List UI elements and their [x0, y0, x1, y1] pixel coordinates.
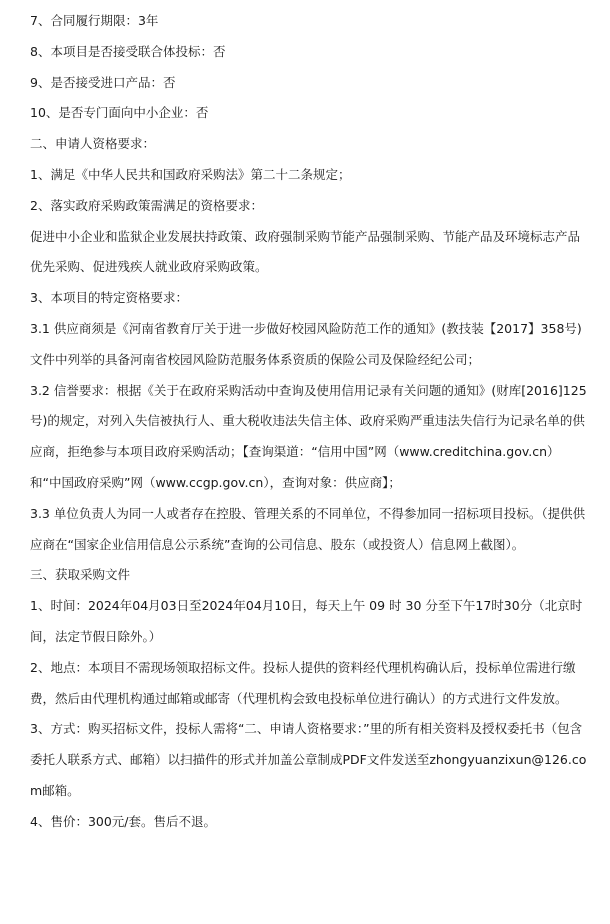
paragraph-requirement-3-3: 3.3 单位负责人为同一人或者存在控股、管理关系的不同单位，不得参加同一招标项目投标。（提供供应商在“国家企业信用信息公示系统”查询的公司信息、股东（或投资人）信息网上截图）。: [30, 505, 586, 552]
paragraph-procurement-law: 1、满足《中华人民共和国政府采购法》第二十二条规定；: [30, 166, 351, 182]
section-heading-obtain-documents: 三、获取采购文件: [30, 567, 131, 583]
paragraph-contract-period: 7、合同履行期限：3年: [30, 13, 159, 28]
document-body: [30, 6, 590, 838]
section-heading-qualifications: 二、申请人资格要求：: [30, 136, 156, 152]
paragraph-specific-requirements: 3、本项目的特定资格要求：: [30, 290, 188, 306]
paragraph-policy-requirements: 2、落实政府采购政策需满足的资格要求：: [30, 197, 263, 213]
paragraph-policy-detail: 促进中小企业和监狱企业发展扶持政策、政府强制采购节能产品强制采购、节能产品及环境标志产品优先采购、促进残疾人就业政府采购政策。: [30, 228, 581, 275]
paragraph-location: 2、地点：本项目不需现场领取招标文件。投标人提供的资料经代理机构确认后，投标单位需进行缴费，然后由代理机构通过邮箱或邮寄（代理机构会致电投标单位进行确认）的方式进行文件发放。: [30, 659, 576, 706]
paragraph-method: 3、方式：购买招标文件，投标人需将“二、申请人资格要求：”里的所有相关资料及授权委托书（包含委托人联系方式、邮箱）以扫描件的形式并加盖公章制成PDF文件发送至zhongyuanzixun@126.com邮箱。: [30, 721, 587, 798]
paragraph-price: 4、售价：300元/套。售后不退。: [30, 813, 217, 829]
paragraph-imported-products: 9、是否接受进口产品：否: [30, 74, 176, 90]
paragraph-requirement-3-2: 3.2 信誉要求：根据《关于在政府采购活动中查询及使用信用记录有关问题的通知》(财库[2016]125号)的规定，对列入失信被执行人、重大税收违法失信主体、政府采购严重违法失信行为记录名单的供应商，拒绝参与本项目政府采购活动；【查询渠道：“信用中国”网（www.creditchina.gov.cn）和“中国政府采购”网（www.ccgp.gov.cn），查询对象：供应商】；: [30, 382, 587, 490]
paragraph-time: 1、时间：2024年04月03日至2024年04月10日，每天上午 09 时 30 分至下午17时30分（北京时间，法定节假日除外。）: [30, 598, 583, 644]
paragraph-consortium: 8、本项目是否接受联合体投标：否: [30, 43, 226, 59]
paragraph-requirement-3-1: 3.1 供应商须是《河南省教育厅关于进一步做好校园风险防范工作的通知》(教技装【2017】358号)文件中列举的具备河南省校园风险防范服务体系资质的保险公司及保险经纪公司；: [30, 320, 582, 367]
paragraph-sme: 10、是否专门面向中小企业：否: [30, 105, 209, 121]
